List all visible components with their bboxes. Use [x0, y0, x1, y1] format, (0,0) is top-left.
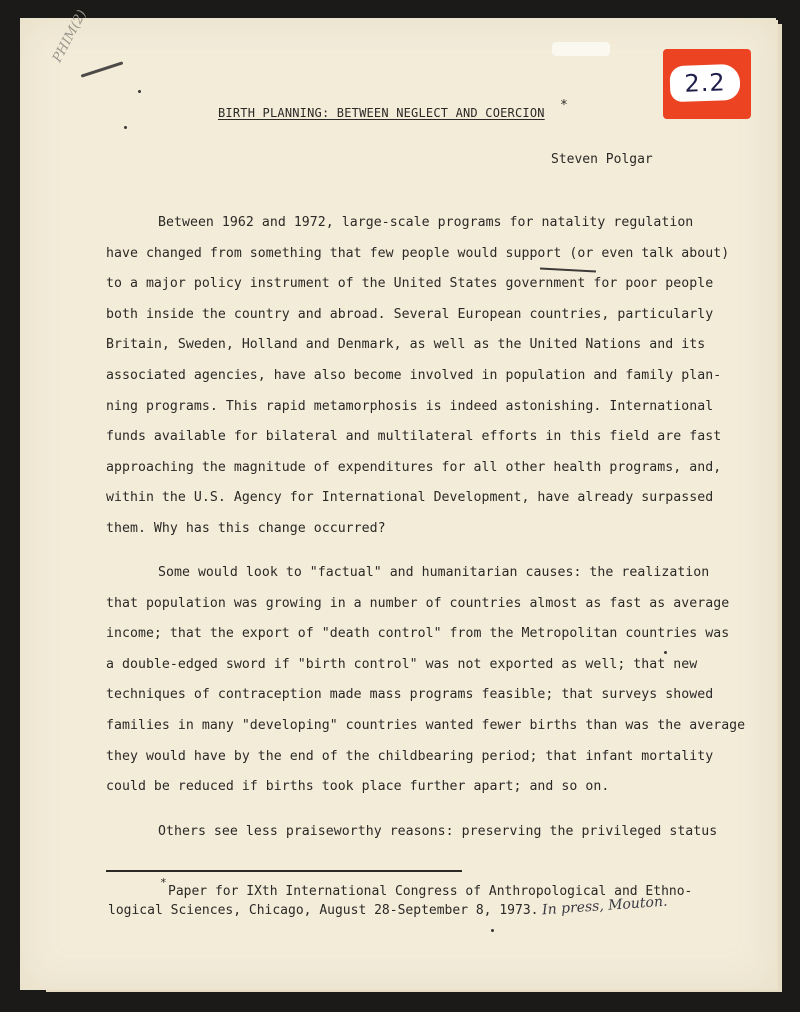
- footnote-handwriting: In press, Mouton.: [541, 893, 668, 919]
- title-footnote-mark: *: [560, 98, 568, 113]
- document-page: [20, 7, 776, 990]
- tape-fragment: [552, 42, 610, 56]
- text-line: associated agencies, have also become involved in population and family plan-: [106, 367, 722, 383]
- archive-label: [663, 49, 751, 119]
- text-line: they would have by the end of the childbearing period; that infant mortality: [106, 748, 714, 764]
- text-line: techniques of contraception made mass programs feasible; that surveys showed: [106, 687, 714, 703]
- text-line: have changed from something that few people would support (or even talk about): [106, 245, 730, 261]
- footnote-line: logical Sciences, Chicago, August 28-September 8, 1973.: [108, 903, 539, 918]
- footnote-mark: *: [160, 876, 167, 889]
- text-line: Britain, Sweden, Holland and Denmark, as well as the United Nations and its: [106, 337, 706, 353]
- text-line: within the U.S. Agency for International Development, have already surpassed: [106, 490, 714, 506]
- ink-speck: [664, 651, 667, 654]
- paragraph-1: [106, 208, 730, 545]
- text-line: both inside the country and abroad. Several European countries, particularly: [106, 306, 714, 322]
- author-name: Steven Polgar: [551, 152, 653, 167]
- text-line: them. Why has this change occurred?: [106, 520, 386, 536]
- text-line: Between 1962 and 1972, large-scale programs for natality regulation: [158, 215, 694, 230]
- footnote-divider: [106, 870, 462, 872]
- archive-label-number: 2.2: [669, 64, 740, 102]
- text-line: could be reduced if births took place further apart; and so on.: [106, 779, 610, 795]
- ink-speck: [138, 90, 141, 93]
- paragraph-3: [106, 817, 718, 848]
- document-title: BIRTH PLANNING: BETWEEN NEGLECT AND COERCION: [218, 106, 545, 120]
- margin-handwriting: PHIM(2): [50, 7, 90, 66]
- text-line: ning programs. This rapid metamorphosis is indeed astonishing. International: [106, 398, 714, 414]
- text-line: Others see less praiseworthy reasons: preserving the privileged status: [158, 824, 718, 839]
- text-line: income; that the export of "death control" from the Metropolitan countries was: [106, 626, 730, 642]
- text-line: funds available for bilateral and multilateral efforts in this field are fast: [106, 429, 722, 445]
- text-line: Some would look to "factual" and humanitarian causes: the realization: [158, 565, 710, 580]
- ink-speck: [491, 929, 494, 932]
- footnote-line: Paper for IXth International Congress of Anthropological and Ethno-: [168, 884, 693, 899]
- ink-speck: [124, 126, 127, 129]
- text-line: a double-edged sword if "birth control" was not exported as well; that new: [106, 656, 698, 672]
- paragraph-2: [106, 558, 746, 803]
- pencil-mark: [81, 61, 124, 77]
- text-line: approaching the magnitude of expenditures for all other health programs, and,: [106, 459, 722, 475]
- text-line: that population was growing in a number of countries almost as fast as average: [106, 595, 730, 611]
- text-line: to a major policy instrument of the United States government for poor people: [106, 276, 714, 292]
- text-line: families in many "developing" countries wanted fewer births than was the average: [106, 717, 746, 733]
